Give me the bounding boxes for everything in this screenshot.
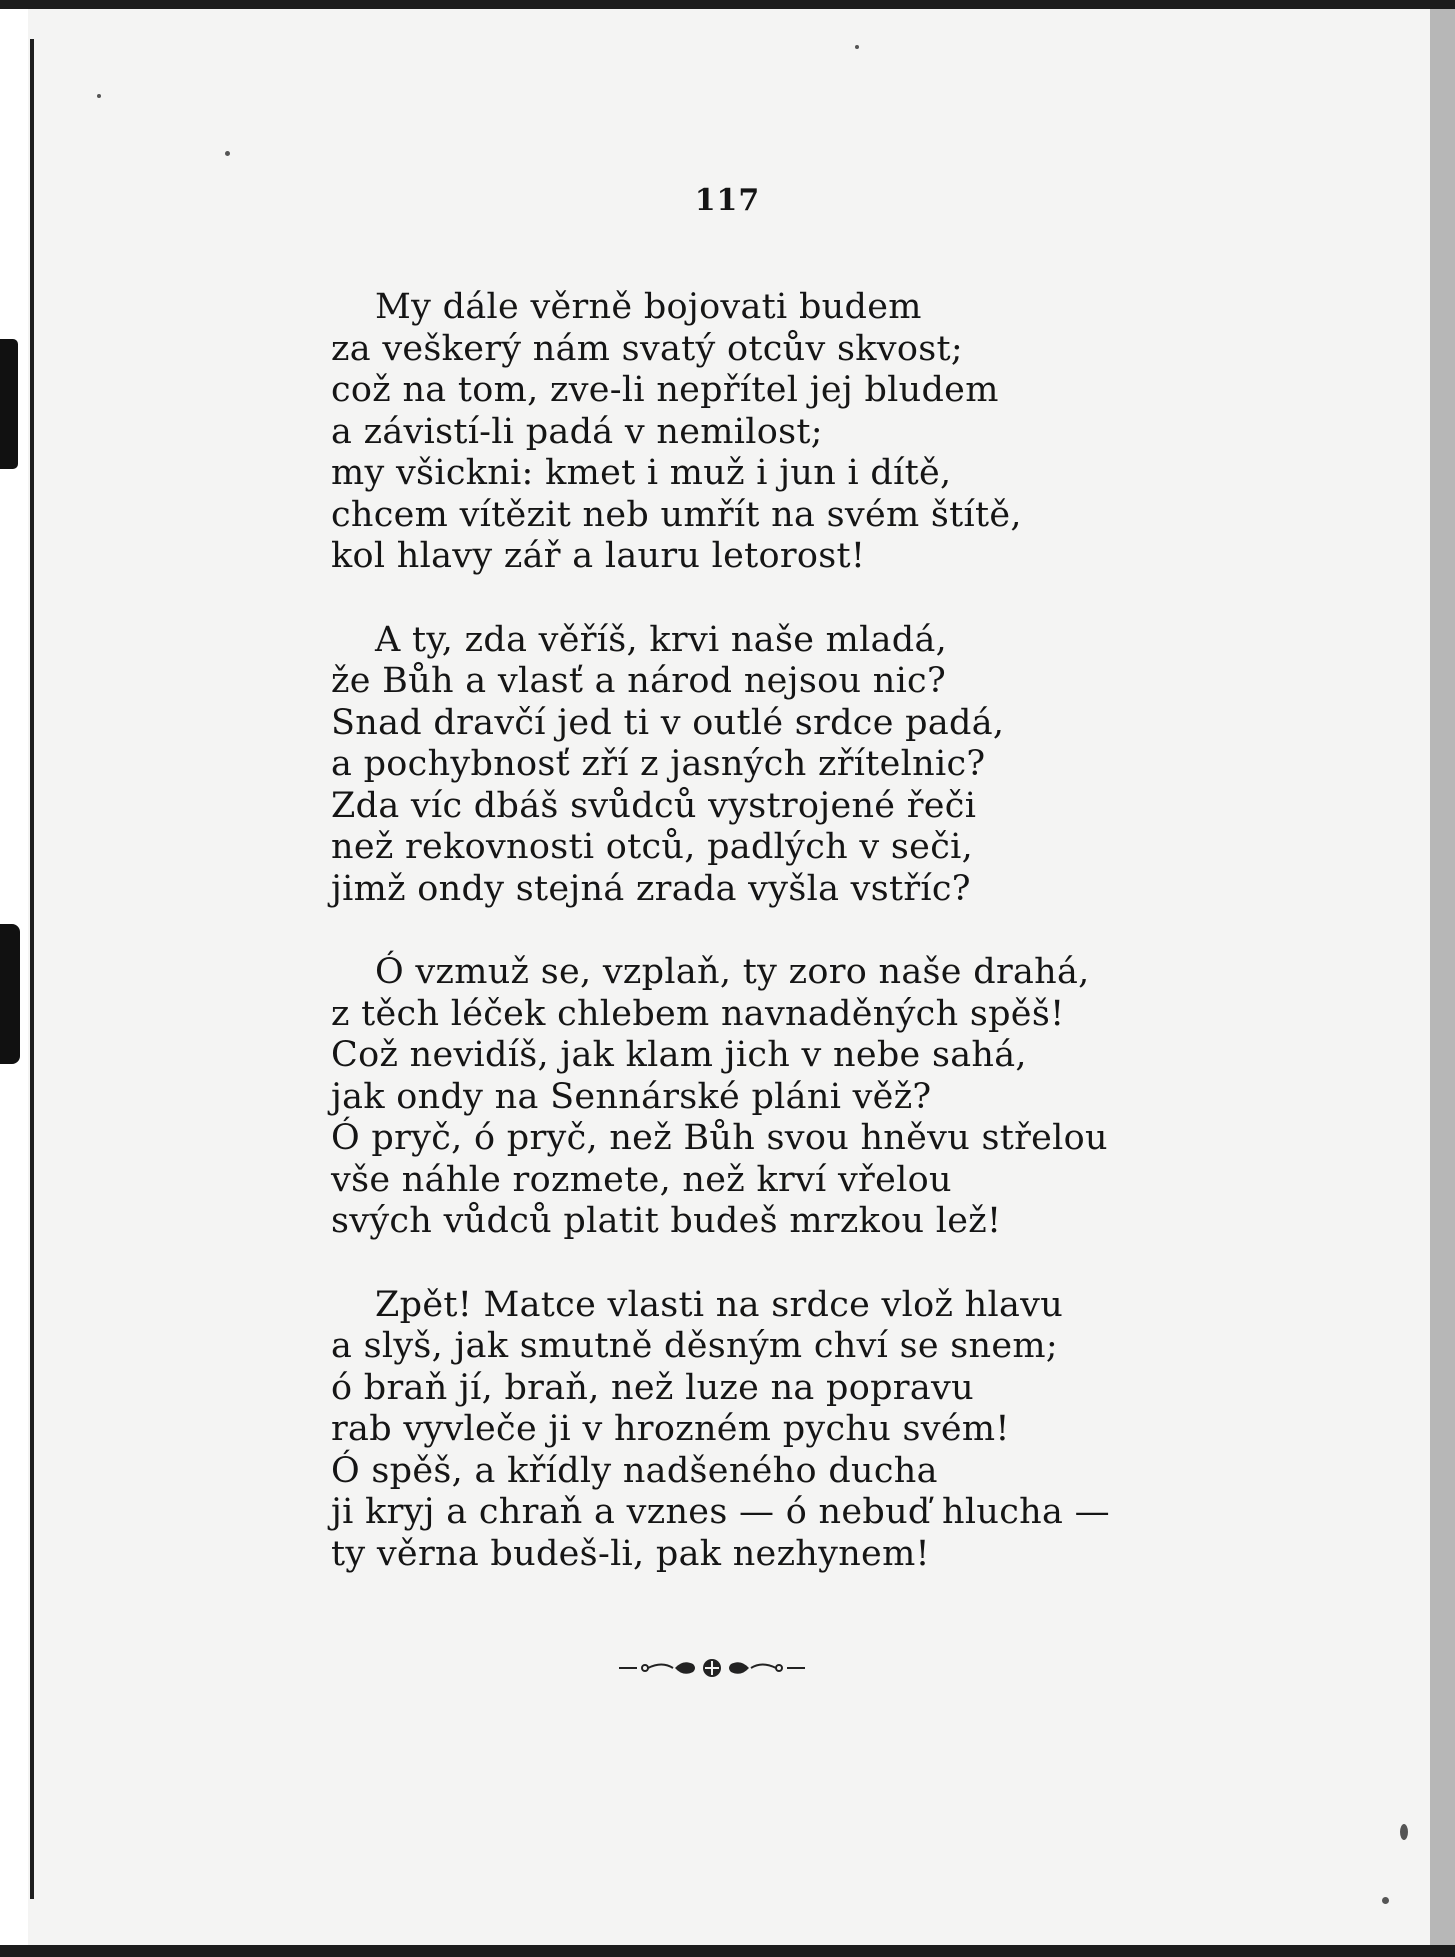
- stanza-1: [331, 287, 1211, 578]
- poem-line: Což nevidíš, jak klam jich v nebe sahá,: [331, 1035, 1027, 1075]
- poem-line: Zda víc dbáš svůdců vystrojené řeči: [331, 785, 977, 826]
- poem-line: jimž ondy stejná zrada vyšla vstříc?: [331, 868, 971, 909]
- poem-line: a závistí-li padá v nemilost;: [331, 411, 823, 452]
- poem-line: kol hlavy zář a lauru letorost!: [331, 536, 866, 576]
- poem-line: a slyš, jak smutně děsným chví se snem;: [331, 1326, 1058, 1366]
- poem-line: což na tom, zve-li nepřítel jej bludem: [331, 370, 999, 410]
- poem-line: svých vůdců platit budeš mrzkou lež!: [331, 1201, 1002, 1241]
- poem-line: ó braň jí, braň, než luze na popravu: [331, 1367, 974, 1408]
- poem-line: rab vyvleče ji v hrozném pychu svém!: [331, 1409, 1010, 1449]
- paper-speck: [1400, 1824, 1408, 1840]
- page-left-edge: [30, 39, 34, 1899]
- stanza-4: [331, 1285, 1211, 1576]
- poem-line: A ty, zda věříš, krvi naše mladá,: [375, 619, 948, 660]
- poem-line: a pochybnosť zří z jasných zřítelnic?: [331, 744, 986, 784]
- poem-line: Snad dravčí jed ti v outlé srdce padá,: [331, 702, 1005, 743]
- poem-line: Zpět! Matce vlasti na srdce vlož hlavu: [375, 1284, 1064, 1325]
- binding-shadow-lower: [0, 924, 20, 1064]
- ornament-flourish-icon: [617, 1653, 807, 1683]
- paper-speck: [97, 94, 101, 98]
- paper-speck: [855, 45, 859, 49]
- poem-line: jak ondy na Sennárské pláni věž?: [331, 1076, 932, 1117]
- paper-speck: [1382, 1897, 1389, 1904]
- poem-line: Ó pryč, ó pryč, než Bůh svou hněvu střelou: [331, 1118, 1108, 1158]
- poem-line: ji kryj a chraň a vznes — ó nebuď hlucha —: [331, 1492, 1110, 1532]
- page-right-edge: [1430, 9, 1455, 1957]
- poem-line: Ó spěš, a křídly nadšeného ducha: [331, 1450, 938, 1491]
- poem-line: vše náhle rozmete, než krví vřelou: [331, 1159, 952, 1200]
- poem-line: že Bůh a vlasť a národ nejsou nic?: [331, 661, 947, 701]
- poem-line: ty věrna budeš-li, pak nezhynem!: [331, 1533, 930, 1574]
- poem-line: z těch léček chlebem navnaděných spěš!: [331, 993, 1065, 1034]
- poem-line: My dále věrně bojovati budem: [375, 287, 922, 327]
- poem-line: za veškerý nám svatý otcův skvost;: [331, 328, 963, 369]
- stanza-2: [331, 620, 1211, 911]
- stanza-3: [331, 952, 1211, 1243]
- poem-line: my všickni: kmet i muž i jun i dítě,: [331, 453, 952, 493]
- poem-line: chcem vítězit neb umřít na svém štítě,: [331, 494, 1022, 535]
- paper-speck: [225, 151, 230, 156]
- binding-shadow-upper: [0, 339, 18, 469]
- page-number: 117: [694, 183, 761, 218]
- poem: [331, 287, 1211, 1617]
- poem-line: než rekovnosti otců, padlých v seči,: [331, 827, 974, 867]
- poem-line: Ó vzmuž se, vzplaň, ty zoro naše drahá,: [375, 952, 1090, 992]
